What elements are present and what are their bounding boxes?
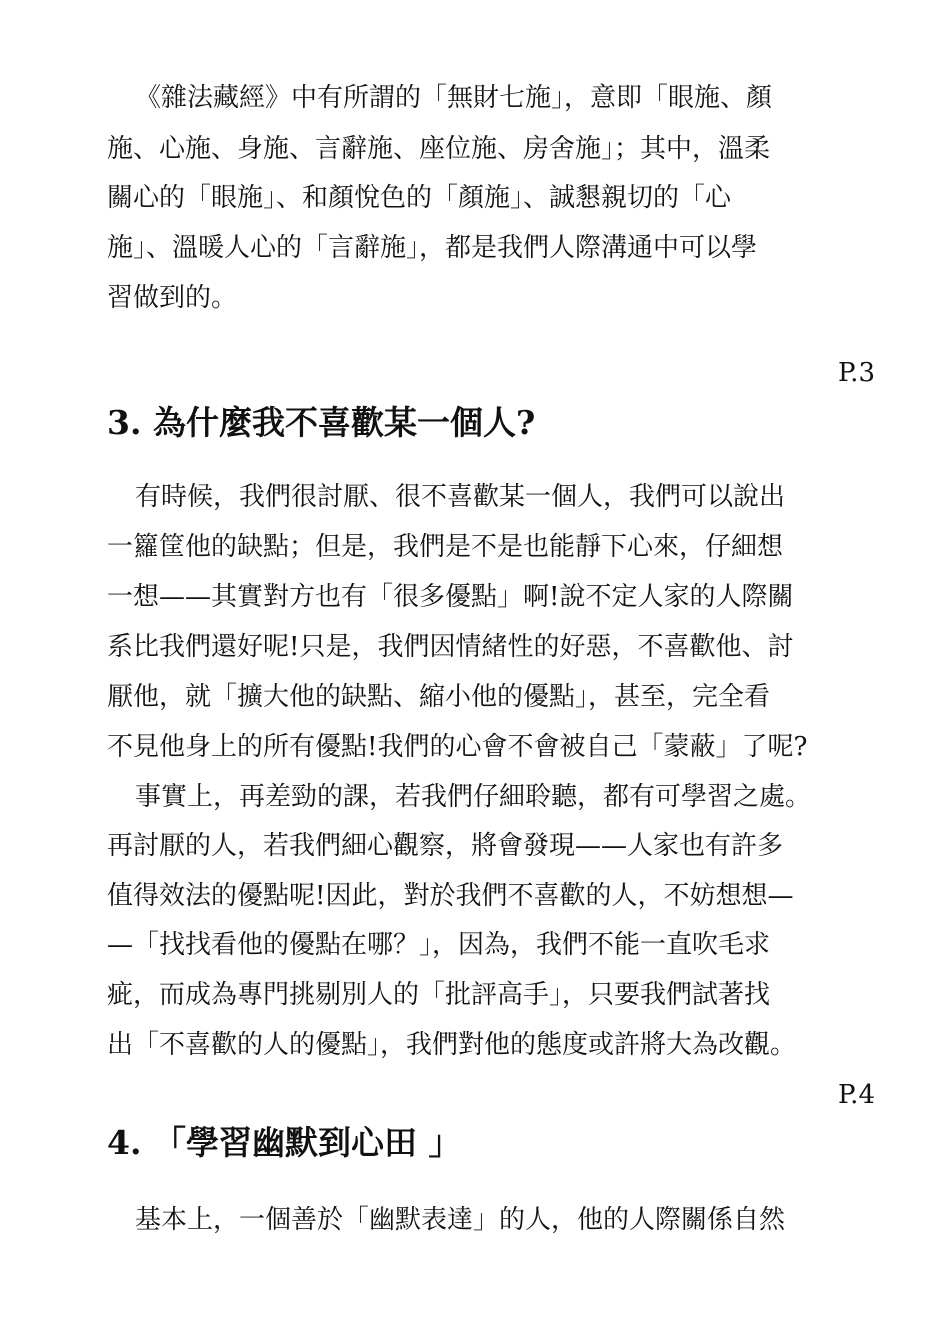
paragraph-line: 值得效法的優點呢!因此，對於我們不喜歡的人，不妨想想— (107, 881, 794, 911)
paragraph-line: 事實上，再差勁的課，若我們仔細聆聽，都有可學習之處。 (135, 782, 812, 812)
paragraph-line: —「找找看他的優點在哪？」，因為，我們不能一直吹毛求 (107, 930, 771, 960)
paragraph-line: 施、心施、身施、言辭施、座位施、房舍施」；其中，溫柔 (107, 134, 771, 164)
paragraph-line: 一籮筐他的缺點；但是，我們是不是也能靜下心來，仔細想 (107, 532, 784, 562)
section-heading: 4. 「學習幽默到心田 」 (107, 1123, 462, 1162)
paragraph-line: 疵，而成為專門挑剔別人的「批評高手」，只要我們試著找 (107, 980, 771, 1010)
paragraph-line: 習做到的。 (107, 283, 238, 313)
paragraph-line: 基本上，一個善於「幽默表達」的人，他的人際關係自然 (135, 1205, 786, 1235)
section-heading: 3. 為什麼我不喜歡某一個人? (107, 403, 536, 442)
paragraph-line: 出「不喜歡的人的優點」，我們對他的態度或許將大為改觀。 (107, 1030, 797, 1060)
paragraph-line: 厭他，就「擴大他的缺點、縮小他的優點」，甚至，完全看 (107, 682, 771, 712)
paragraph-line: 一想——其實對方也有「很多優點」啊!說不定人家的人際關 (107, 582, 794, 612)
paragraph-line: 再討厭的人，若我們細心觀察，將會發現——人家也有許多 (107, 831, 784, 861)
paragraph-line: 有時候，我們很討厭、很不喜歡某一個人，我們可以說出 (135, 482, 786, 512)
page-number: P.4 (837, 1080, 875, 1110)
paragraph-line: 不見他身上的所有優點!我們的心會不會被自己「蒙蔽」了呢? (107, 732, 808, 762)
paragraph-line: 《雜法藏經》中有所謂的「無財七施」，意即「眼施、顏 (135, 83, 773, 113)
paragraph-line: 系比我們還好呢!只是，我們因情緒性的好惡，不喜歡他、討 (107, 632, 794, 662)
paragraph-line: 關心的「眼施」、和顏悅色的「顏施」、誠懇親切的「心 (107, 183, 732, 213)
page-number: P.3 (837, 358, 875, 388)
paragraph-line: 施」、溫暖人心的「言辭施」，都是我們人際溝通中可以學 (107, 233, 758, 263)
